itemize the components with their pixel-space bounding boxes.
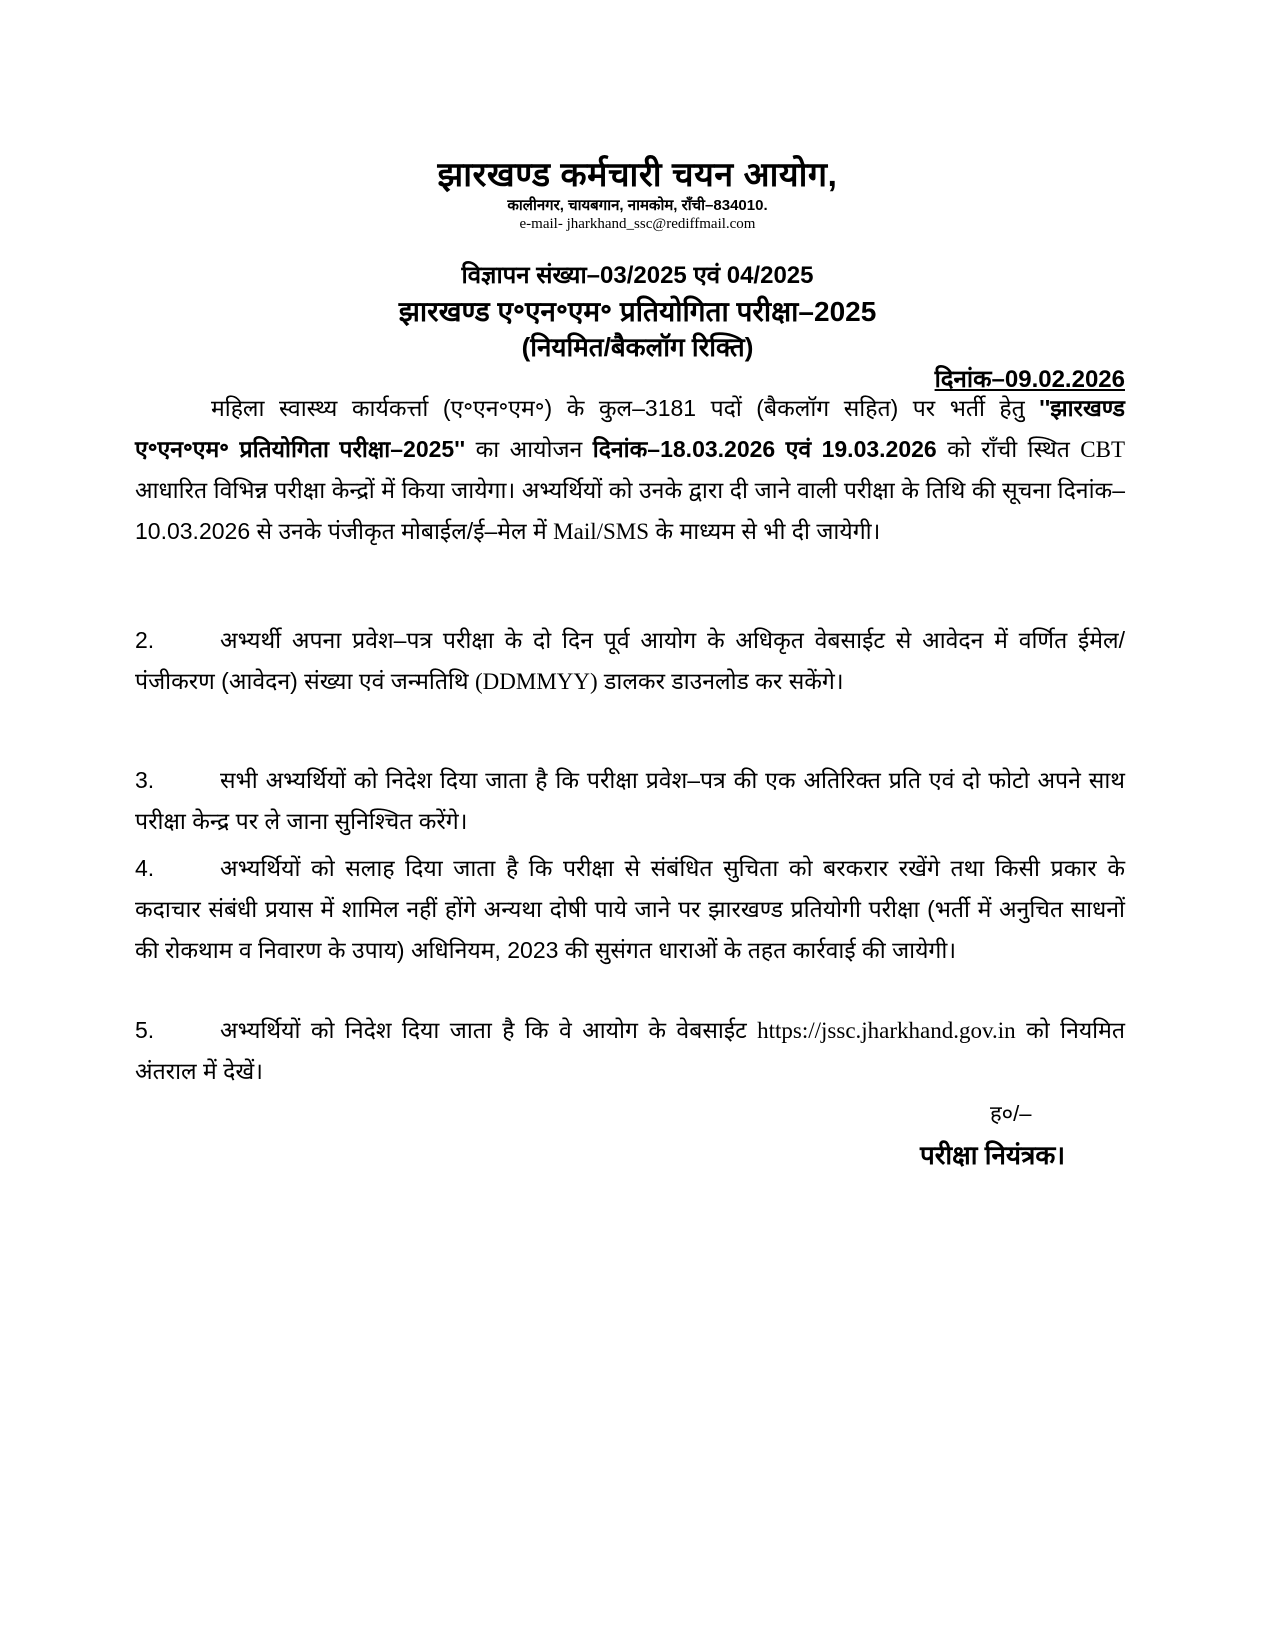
signatory-designation: परीक्षा नियंत्रक। [920,1140,1066,1170]
p1-text-1: महिला स्वास्थ्य कार्यकर्त्ता (ए॰एन॰एम॰) के कुल–3181 पदों (बैकलॉग सहित) पर भर्ती हेतु [211,395,1040,421]
paragraph-2 [135,620,1125,702]
exam-title: झारखण्ड ए॰एन॰एम॰ प्रतियोगिता परीक्षा–2025 [398,296,877,327]
p3-text: सभी अभ्यर्थियों को निदेश दिया जाता है कि परीक्षा प्रवेश–पत्र की एक अतिरिक्त प्रति एवं दो फोटो अपने साथ परीक्षा केन्द्र पर ले जाना सुनिश्चित करेंगे। [135,767,1125,834]
p2-ddmmyy: (DDMMYY) [475,669,598,694]
vacancy-type: (नियमित/बैकलॉग रिक्ति) [521,332,754,362]
signature-mark: ह०/– [990,1101,1032,1126]
p1-cbt: CBT [1080,437,1126,462]
p2-number: 2. [135,627,155,653]
p1-text-2: का आयोजन [465,436,593,462]
p1-exam-name: ''झारखण्ड ए॰एन॰एम॰ प्रतियोगिता परीक्षा–2025'' [135,395,1125,462]
paragraph-1 [135,388,1125,552]
paragraph-3 [135,760,1125,842]
notice-date: दिनांक–09.02.2026 [934,366,1125,393]
p5-text-2: को नियमित अंतराल में देखें। [135,1017,1125,1084]
paragraph-5 [135,1010,1125,1092]
paragraph-4 [135,848,1125,971]
p3-number: 3. [135,767,155,793]
organization-name: झारखण्ड कर्मचारी चयन आयोग, [437,156,838,194]
website-link[interactable]: https://jssc.jharkhand.gov.in [757,1018,1016,1043]
p4-number: 4. [135,855,155,881]
p1-text-4: आधारित विभिन्न परीक्षा केन्द्रों में किया जायेगा। अभ्यर्थियों को उनके द्वारा दी जाने वाली परीक्षा के तिथि की सूचना दिनांक–10.03.2026 से उनके पंजीकृत मोबाईल/ई–मेल में [135,477,1125,544]
p1-exam-dates: दिनांक–18.03.2026 एवं 19.03.2026 [592,436,937,462]
advertisement-number: विज्ञापन संख्या–03/2025 एवं 04/2025 [461,262,814,289]
p1-mail-sms: Mail/SMS [553,519,650,544]
p2-text-1: अभ्यर्थी अपना प्रवेश–पत्र परीक्षा के दो दिन पूर्व आयोग के अधिकृत वेबसाईट से आवेदन में वर्णित ईमेल/पंजीकरण (आवेदन) संख्या एवं जन्मतिथि [135,627,1125,694]
p5-number: 5. [135,1017,155,1043]
p5-text-1: अभ्यर्थियों को निदेश दिया जाता है कि वे आयोग के वेबसाईट [220,1017,758,1043]
organization-email: e-mail- jharkhand_ssc@rediffmail.com [519,216,756,232]
p1-text-5: के माध्यम से भी दी जायेगी। [649,518,881,544]
p4-text: अभ्यर्थियों को सलाह दिया जाता है कि परीक्षा से संबंधित सुचिता को बरकरार रखेंगे तथा किसी प्रकार के कदाचार संबंधी प्रयास में शामिल नहीं होंगे अन्यथा दोषी पाये जाने पर झारखण्ड प्रतियोगी परीक्षा (भर्ती में अनुचित साधनों की रोकथाम व निवारण के उपाय) अधिनियम, 2023 की सुसंगत धाराओं के तहत कार्रवाई की जायेगी। [135,855,1125,963]
organization-address: कालीनगर, चायबगान, नामकोम, राँची–834010. [507,197,768,214]
p1-text-3: को राँची स्थित [936,436,1081,462]
p2-text-2: डालकर डाउनलोड कर सकेंगे। [597,668,844,694]
